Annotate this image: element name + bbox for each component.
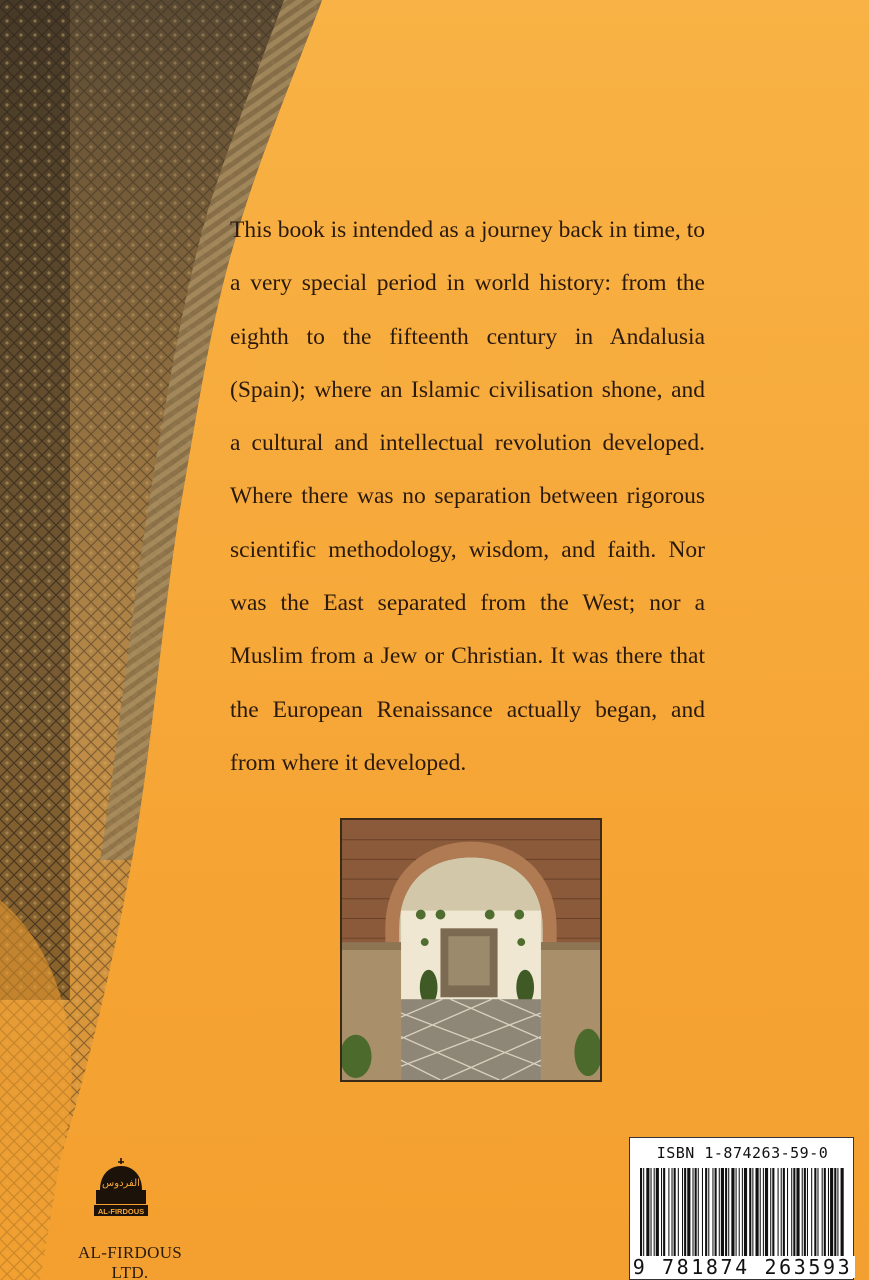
barcode-bar bbox=[672, 1168, 673, 1258]
barcode-bar bbox=[663, 1168, 665, 1258]
barcode-bar bbox=[651, 1168, 652, 1258]
barcode-bar bbox=[721, 1168, 724, 1258]
barcode-digits: 9 781874 263593 bbox=[630, 1256, 855, 1278]
barcode-bar bbox=[731, 1168, 734, 1258]
barcode-bar bbox=[817, 1168, 818, 1258]
barcode-bar bbox=[841, 1168, 844, 1258]
barcode-bar bbox=[661, 1168, 662, 1258]
barcode-bar bbox=[807, 1168, 808, 1258]
barcode-bar bbox=[736, 1168, 737, 1258]
barcode-bar bbox=[749, 1168, 751, 1258]
logo-latin-text: AL-FIRDOUS bbox=[97, 1207, 145, 1216]
barcode-bar bbox=[791, 1168, 792, 1258]
barcode-bar bbox=[702, 1168, 703, 1258]
barcode-bar bbox=[705, 1168, 707, 1258]
barcode-bar bbox=[715, 1168, 717, 1258]
barcode-bar bbox=[654, 1168, 655, 1258]
book-blurb: This book is intended as a journey back in time, to a very special period in world history: from the eighth to the fifteenth century in Andalusia (Spain); where an Islamic civilisation shone, and a cultural and intellectual revolution developed. Where there was no separation between rigorous scientific methodology, wisdom, and faith. Nor was the East separated from the West; nor a Muslim from a Jew or Christian. It was there that the European Renaissance actually began, and from where it developed. bbox=[230, 217, 705, 776]
courtyard-photo bbox=[340, 818, 602, 1082]
barcode-box bbox=[629, 1137, 854, 1280]
barcode-bar bbox=[719, 1168, 720, 1258]
publisher-logo bbox=[92, 1156, 150, 1218]
barcode-bar bbox=[787, 1168, 788, 1258]
barcode-bar bbox=[811, 1168, 812, 1258]
barcode-bar bbox=[695, 1168, 697, 1258]
barcode-bar bbox=[756, 1168, 759, 1258]
barcode-bar bbox=[725, 1168, 727, 1258]
barcode-bar bbox=[814, 1168, 816, 1258]
barcode-bar bbox=[744, 1168, 747, 1258]
barcode-bar bbox=[763, 1168, 764, 1258]
barcode-bar bbox=[693, 1168, 694, 1258]
isbn-label: ISBN 1-874263-59-0 bbox=[656, 1144, 829, 1162]
barcode-bar bbox=[646, 1168, 649, 1258]
barcode-bar bbox=[770, 1168, 771, 1258]
barcode-bar bbox=[656, 1168, 659, 1258]
barcode-bar bbox=[822, 1168, 823, 1258]
barcode-bars bbox=[638, 1168, 847, 1258]
barcode-bar bbox=[674, 1168, 676, 1258]
barcode-bar bbox=[742, 1168, 743, 1258]
barcode-bar bbox=[752, 1168, 753, 1258]
logo-arabic-text: الفردوس bbox=[102, 1178, 140, 1189]
barcode-bar bbox=[772, 1168, 774, 1258]
barcode-bar bbox=[778, 1168, 779, 1258]
barcode-bar bbox=[802, 1168, 803, 1258]
barcode-bar bbox=[824, 1168, 826, 1258]
barcode-bar bbox=[796, 1168, 799, 1258]
barcode-bar bbox=[668, 1168, 669, 1258]
barcode-bar bbox=[687, 1168, 690, 1258]
barcode-bar bbox=[781, 1168, 782, 1258]
barcode-bar bbox=[804, 1168, 806, 1258]
barcode-bar bbox=[765, 1168, 768, 1258]
barcode-bar bbox=[698, 1168, 699, 1258]
barcode-bar bbox=[728, 1168, 729, 1258]
barcode-bar bbox=[643, 1168, 644, 1258]
barcode-bar bbox=[739, 1168, 740, 1258]
barcode-bar bbox=[640, 1168, 642, 1258]
publisher-name: AL-FIRDOUS LTD. bbox=[77, 1243, 183, 1280]
barcode-bar bbox=[830, 1168, 833, 1258]
barcode-bar bbox=[712, 1168, 713, 1258]
barcode-bar bbox=[837, 1168, 838, 1258]
barcode-bar bbox=[708, 1168, 709, 1258]
barcode-bar bbox=[834, 1168, 836, 1258]
barcode-bar bbox=[682, 1168, 683, 1258]
barcode-bar bbox=[678, 1168, 679, 1258]
barcode-bar bbox=[684, 1168, 686, 1258]
barcode-bar bbox=[783, 1168, 785, 1258]
barcode-bar bbox=[793, 1168, 795, 1258]
barcode-bar bbox=[760, 1168, 761, 1258]
barcode-bar bbox=[828, 1168, 829, 1258]
